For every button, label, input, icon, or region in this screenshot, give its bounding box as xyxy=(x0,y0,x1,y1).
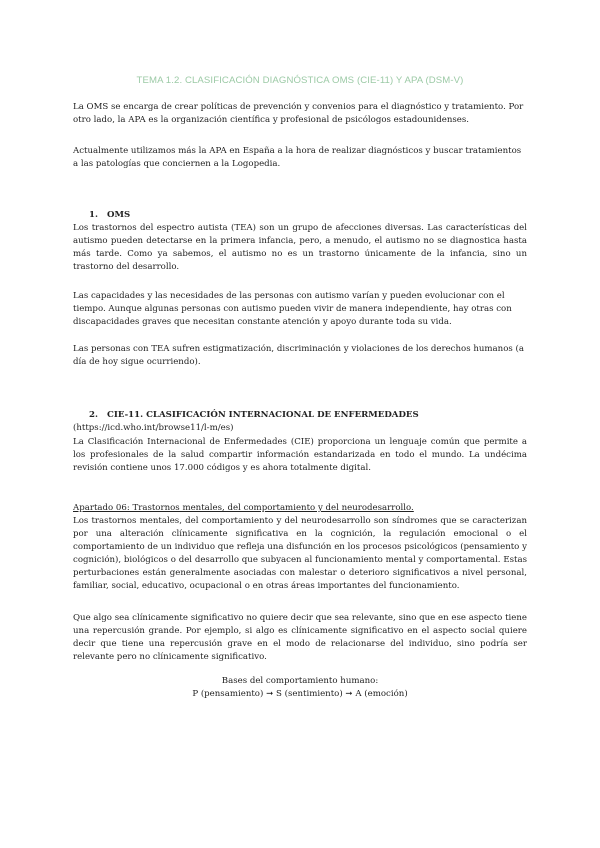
section-2-paragraph-2: Los trastornos mentales, del comportamiento y del neurodesarrollo son síndromes que se caracterizan por una alteración clínicamente significativa en la cognición, la regulación emocional o el comportamiento de un individuo que refleja una disfunción en los procesos psicológicos (pensamiento y cognición), biológicos o del desarrollo que subyacen al funcionamiento mental y comportamental. Estas perturbaciones están generalmente asociadas con malestar o deterioro significativos a nivel personal, familiar, social, educativo, ocupacional o en otras áreas importantes del funcionamiento. xyxy=(73,516,527,591)
section-2-subheading: Apartado 06: Trastornos mentales, del comportamiento y del neurodesarrollo. xyxy=(73,503,414,513)
section-1-title: OMS xyxy=(107,210,131,220)
section-2-number: 2. xyxy=(89,410,98,420)
intro-paragraph-1: La OMS se encarga de crear políticas de prevención y convenios para el diagnóstico y tratamiento. Por otro lado, la APA es la organización científica y profesional de psicólogos estadounidenses. xyxy=(73,102,524,125)
bases-formula: P (pensamiento) ➞ S (sentimiento) ➞ A (emoción) xyxy=(192,689,408,699)
section-1-paragraph-1: Los trastornos del espectro autista (TEA) son un grupo de afecciones diversas. Las características del autismo pueden detectarse en la primera infancia, pero, a menudo, el autismo no se diagnostica hasta más tarde. Como ya sabemos, el autismo no es un trastorno únicamente de la infancia, sino un trastorno del desarrollo. xyxy=(73,223,527,272)
section-2-paragraph-1: La Clasificación Internacional de Enfermedades (CIE) proporciona un lenguaje común que permite a los profesionales de la salud compartir información estandarizada en todo el mundo. La undécima revisión contiene unos 17.000 códigos y es ahora totalmente digital. xyxy=(73,437,527,473)
section-2-title: CIE-11. CLASIFICACIÓN INTERNACIONAL DE ENFERMEDADES xyxy=(107,410,419,420)
section-1-number: 1. xyxy=(89,210,98,220)
bases-title: Bases del comportamiento humano: xyxy=(221,676,379,686)
icd-link[interactable]: (https://icd.who.int/browse11/l-m/es) xyxy=(73,423,234,433)
document-title: TEMA 1.2. CLASIFICACIÓN DIAGNÓSTICA OMS (CIE-11) Y APA (DSM-V) xyxy=(136,75,464,86)
section-1-paragraph-3: Las personas con TEA sufren estigmatización, discriminación y violaciones de los derechos humanos (a día de hoy sigue ocurriendo). xyxy=(73,344,525,367)
section-1-heading xyxy=(89,209,130,222)
section-2-paragraph-3: Que algo sea clínicamente significativo no quiere decir que sea relevante, sino que en ese aspecto tiene una repercusión grande. Por ejemplo, si algo es clínicamente significativo en el aspecto social quiere decir que tiene una repercusión grave en el modo de relacionarse del individuo, sino podría ser relevante pero no clínicamente significativo. xyxy=(73,613,527,662)
section-2-heading xyxy=(89,409,419,422)
section-1-paragraph-2: Las capacidades y las necesidades de las personas con autismo varían y pueden evolucionar con el tiempo. Aunque algunas personas con autismo pueden vivir de manera independiente, hay otras con discapacidades graves que necesitan constante atención y apoyo durante toda su vida. xyxy=(73,291,512,327)
intro-paragraph-2: Actualmente utilizamos más la APA en España a la hora de realizar diagnósticos y buscar tratamientos a las patologías que conciernen a la Logopedia. xyxy=(73,146,522,169)
